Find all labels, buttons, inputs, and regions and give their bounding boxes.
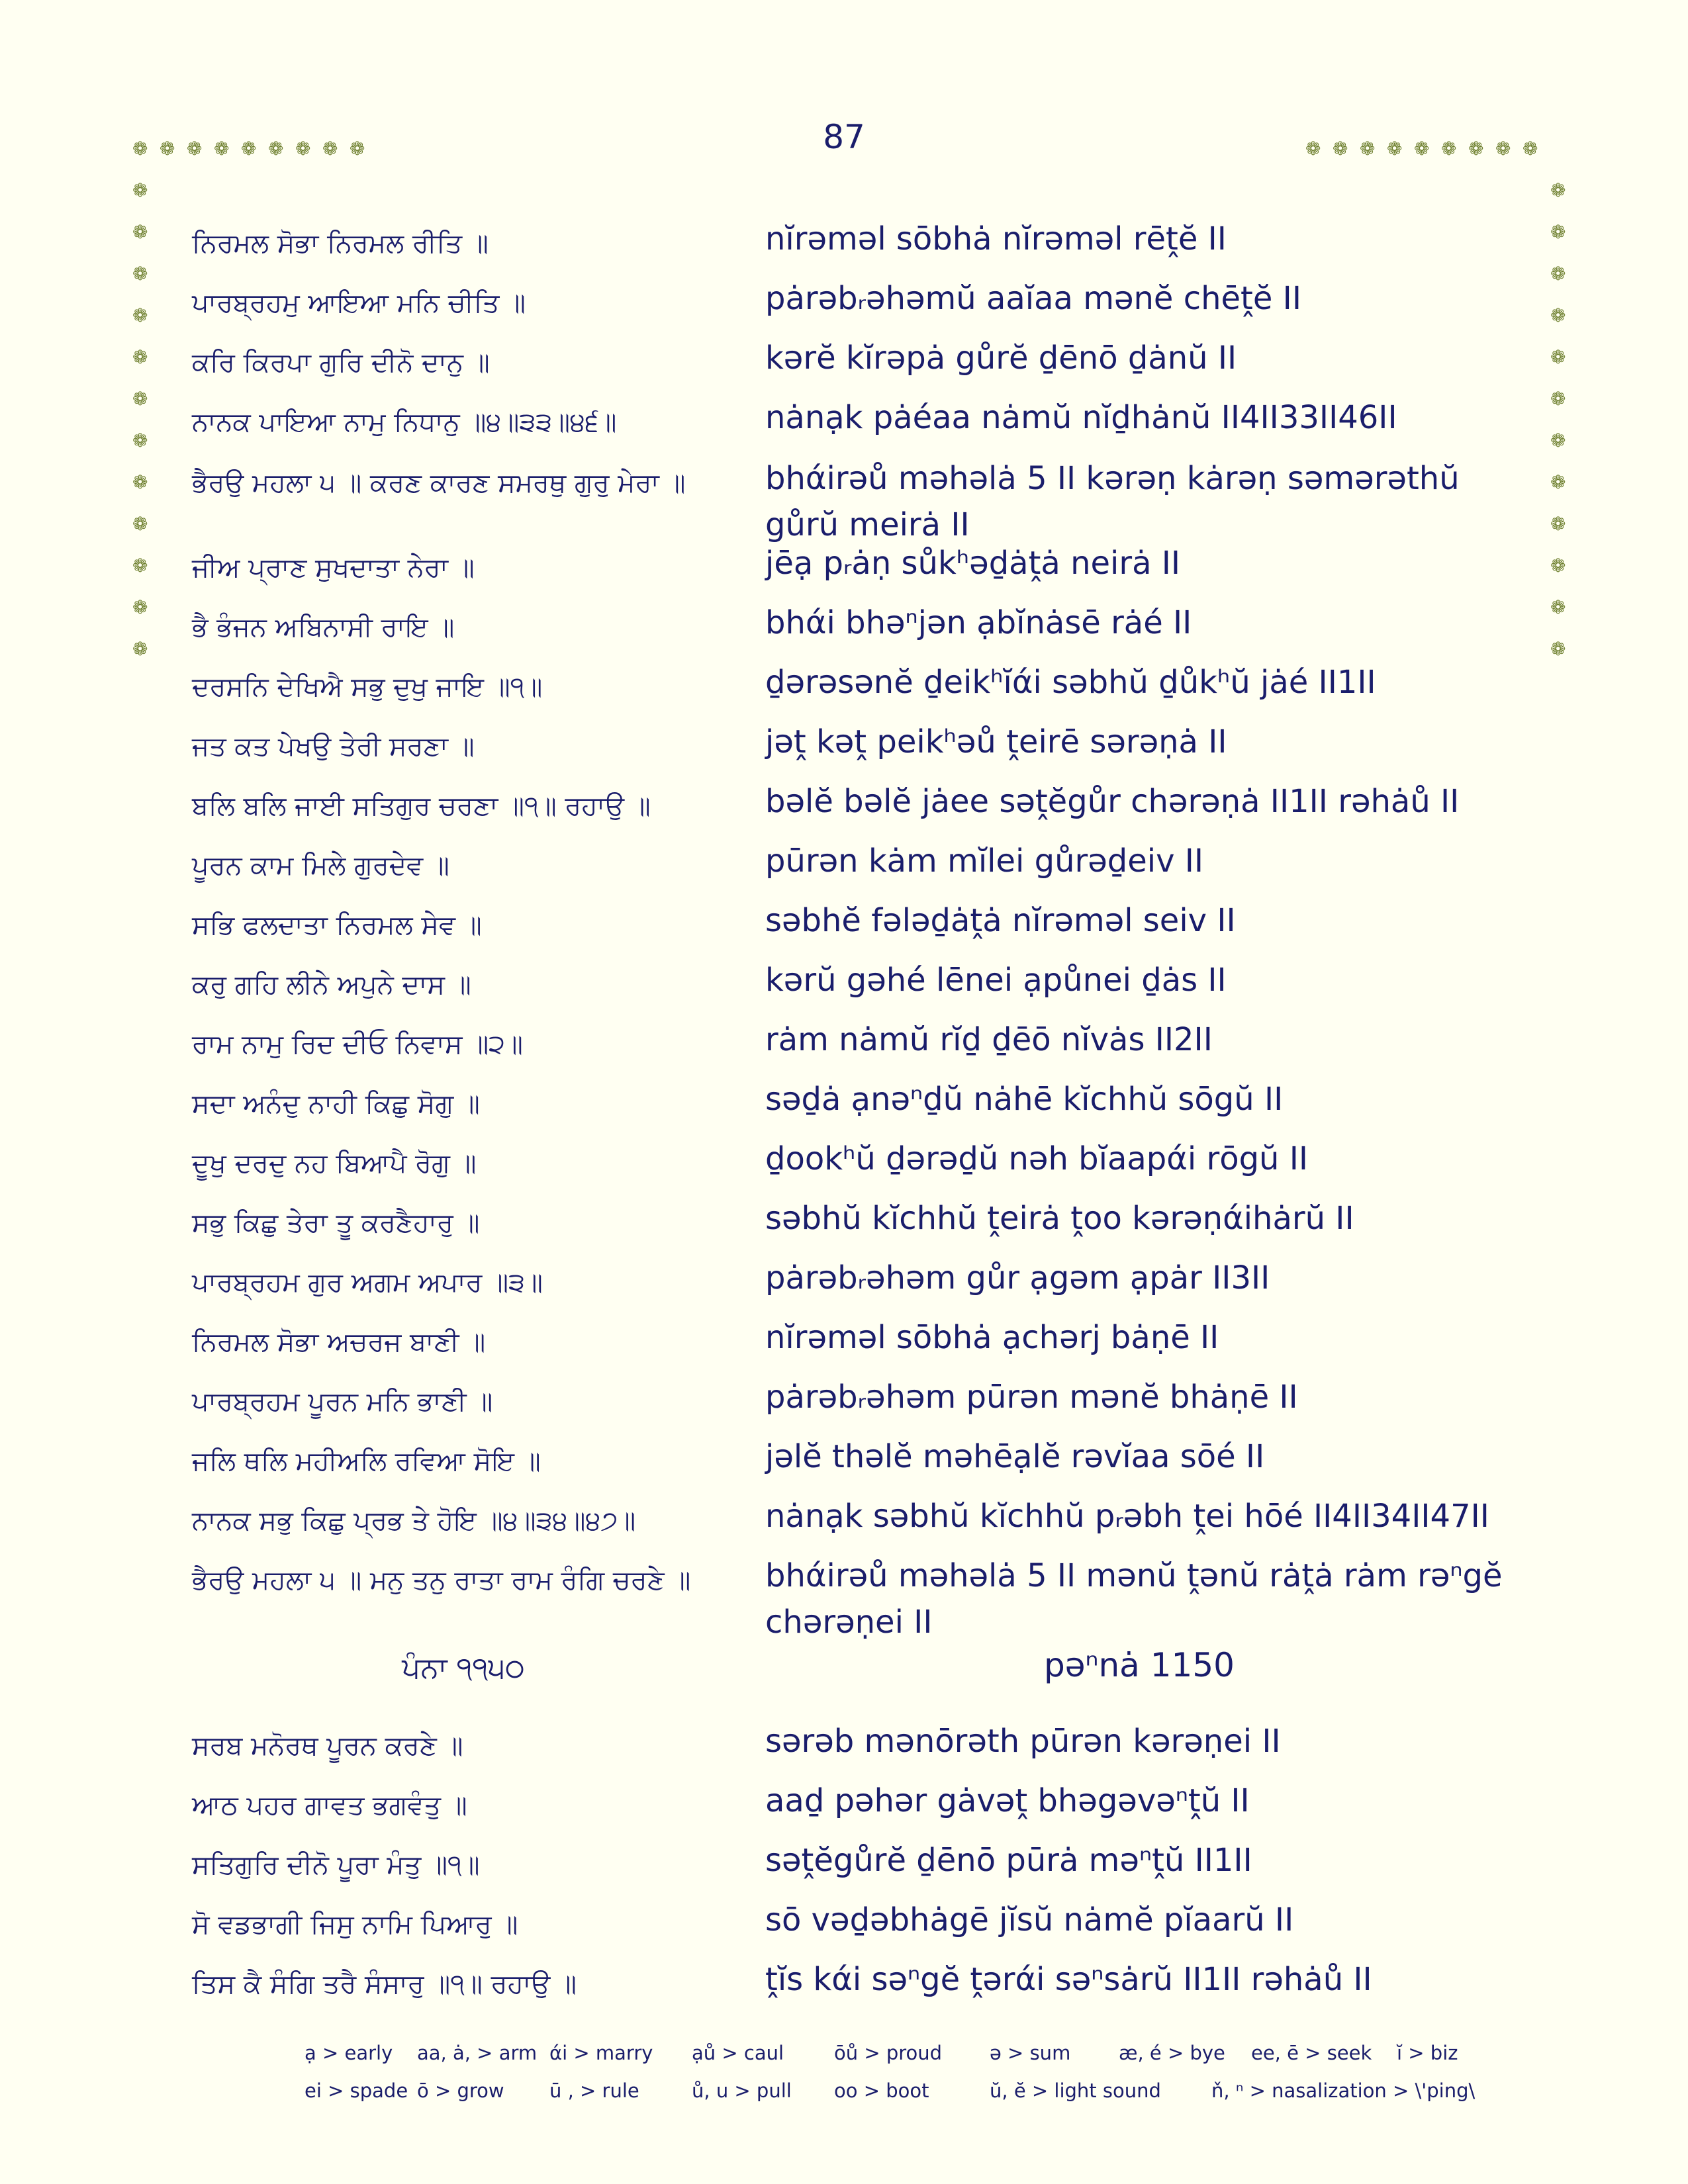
transliteration-line: nȧnạk səbhŭ kĭchhŭ pᵣəbh ṱei hōé II4II34II47II <box>765 1498 1489 1535</box>
legend-entry: ů, u > pull <box>692 2079 792 2102</box>
gurmukhi-line: ਪਾਰਬ੍ਰਹਮ ਪੂਰਨ ਮਨਿ ਭਾਣੀ ॥ <box>192 1387 493 1417</box>
gurmukhi-line: ਪਾਰਬ੍ਰਹਮ ਗੁਰ ਅਗਮ ਅਪਾਰ ॥੩॥ <box>192 1267 543 1298</box>
transliteration-line: nĭrəməl sōbhȧ ạchərj bȧṇē II <box>765 1319 1219 1356</box>
gurmukhi-line: ਭੈਰਉ ਮਹਲਾ ੫ ॥ ਮਨੁ ਤਨੁ ਰਾਤਾ ਰਾਮ ਰੰਗਿ ਚਰਣੇ ॥ <box>192 1565 691 1596</box>
transliteration-line: nȧnạk pȧéaa nȧmŭ nĭḏhȧnŭ II4II33II46II <box>765 399 1397 436</box>
flower-ornament-icon: ❁ <box>295 138 311 159</box>
verse-row <box>192 280 1516 336</box>
verse-row <box>192 545 1516 601</box>
flower-ornament-icon: ❁ <box>132 430 148 451</box>
gurmukhi-line: ਸਤਿਗੁਰਿ ਦੀਨੋ ਪੂਰਾ ਮੰਤੁ ॥੧॥ <box>192 1850 480 1880</box>
flower-ornament-icon: ❁ <box>132 638 148 660</box>
verse-row <box>192 1961 1516 2017</box>
flower-ornament-icon: ❁ <box>1550 304 1566 326</box>
flower-ornament-icon: ❁ <box>132 346 148 368</box>
transliteration-line: pūrən kȧm mĭlei gůrəḏeiv II <box>765 842 1204 880</box>
flower-ornament-icon: ❁ <box>350 138 365 159</box>
gurmukhi-line: ਪੂਰਨ ਕਾਮ ਮਿਲੇ ਗੁਰਦੇਵ ॥ <box>192 850 449 881</box>
flower-ornament-icon: ❁ <box>1550 388 1566 410</box>
flower-ornament-icon: ❁ <box>1550 430 1566 451</box>
verse-row <box>192 1557 1516 1653</box>
gurmukhi-line: ਰਾਮ ਨਾਮੁ ਰਿਦ ਦੀਓ ਨਿਵਾਸ ॥੨॥ <box>192 1029 524 1060</box>
transliteration-line: bhάirəů məhəlȧ 5 II kərəṇ kȧrəṇ səmərəthŭ gůrŭ meirȧ II <box>765 460 1460 543</box>
gurmukhi-line: ਬਲਿ ਬਲਿ ਜਾਈ ਸਤਿਗੁਰ ਚਰਣਾ ॥੧॥ ਰਹਾਉ ॥ <box>192 791 651 821</box>
flower-ornament-icon: ❁ <box>241 138 257 159</box>
flower-ornament-icon: ❁ <box>1550 179 1566 201</box>
flower-ornament-icon: ❁ <box>1550 555 1566 576</box>
transliteration-line: ḏərəsənĕ ḏeikʰĭάi səbhŭ ḏůkʰŭ jȧé II1II <box>765 664 1376 701</box>
verse-row <box>192 842 1516 899</box>
verse-row <box>192 1200 1516 1256</box>
gurmukhi-line: ਸਰਬ ਮਨੋਰਥ ਪੂਰਨ ਕਰਣੇ ॥ <box>192 1731 463 1761</box>
verse-row <box>192 1438 1516 1494</box>
transliteration-line: səbhĕ fələḏȧṱȧ nĭrəməl seiv II <box>765 902 1236 939</box>
transliteration-line: sō vəḏəbhȧgē jĭsŭ nȧmĕ pĭaarŭ II <box>765 1901 1294 1938</box>
verse-row <box>192 1259 1516 1316</box>
flower-ornament-icon: ❁ <box>187 138 203 159</box>
verse-row <box>192 664 1516 720</box>
gurmukhi-line: ਭੈ ਭੰਜਨ ਅਬਿਨਾਸੀ ਰਾਇ ॥ <box>192 612 455 643</box>
transliteration-line: aaḏ pəhər gȧvəṱ bhəgəvəⁿṱŭ II <box>765 1782 1250 1819</box>
verse-row <box>192 1723 1516 1779</box>
transliteration-line: jəlĕ thəlĕ məhēạlĕ rəvĭaa sōé II <box>765 1438 1265 1475</box>
transliteration-line: jēạ pᵣȧṇ sůkʰəḏȧṱȧ neirȧ II <box>765 545 1181 582</box>
gurmukhi-line: ਦੂਖੁ ਦਰਦੁ ਨਹ ਬਿਆਪੈ ਰੋਗੁ ॥ <box>192 1148 477 1179</box>
gurmukhi-line: ਜੀਅ ਪ੍ਰਾਣ ਸੁਖਦਾਤਾ ਨੇਰਾ ॥ <box>192 553 475 583</box>
legend-entry: ee, ē > seek <box>1251 2042 1372 2064</box>
transliteration-line: səbhŭ kĭchhŭ ṱeirȧ ṱoo kərəṇάihȧrŭ II <box>765 1200 1354 1237</box>
verse-row <box>192 1842 1516 1898</box>
flower-ornament-icon: ❁ <box>1333 138 1348 159</box>
gurmukhi-line: ਪਾਰਬ੍ਰਹਮੁ ਆਇਆ ਮਨਿ ਚੀਤਿ ॥ <box>192 288 526 318</box>
flower-ornament-icon: ❁ <box>132 304 148 326</box>
flower-ornament-icon: ❁ <box>132 179 148 201</box>
legend-entry: ū , > rule <box>549 2079 639 2102</box>
verse-row <box>192 723 1516 780</box>
flower-ornament-icon: ❁ <box>1441 138 1457 159</box>
transliteration-line: ṱĭs kάi səⁿgĕ ṱərάi səⁿsȧrŭ II1II rəhȧů II <box>765 1961 1372 1998</box>
legend-entry: ei > spade <box>305 2079 408 2102</box>
flower-ornament-icon: ❁ <box>132 555 148 576</box>
verse-row <box>192 1081 1516 1137</box>
pronunciation-legend <box>305 2042 1496 2121</box>
transliteration-line: kərĕ kĭrəpȧ gůrĕ ḏēnō ḏȧnŭ II <box>765 340 1237 377</box>
transliteration-line: pȧrəbᵣəhəm pūrən mənĕ bhȧṇē II <box>765 1379 1298 1416</box>
flower-ornament-icon: ❁ <box>1305 138 1321 159</box>
flower-ornament-icon: ❁ <box>132 388 148 410</box>
gurmukhi-line: ਤਿਸ ਕੈ ਸੰਗਿ ਤਰੈ ਸੰਸਾਰੁ ॥੧॥ ਰਹਾਉ ॥ <box>192 1969 577 1999</box>
verse-row <box>192 399 1516 455</box>
flower-ornament-icon: ❁ <box>1523 138 1538 159</box>
transliteration-line: rȧm nȧmŭ rĭḏ ḏēō nĭvȧs II2II <box>765 1021 1213 1058</box>
verse-row <box>192 340 1516 396</box>
transliteration-line: kərŭ gəhé lēnei ạpůnei ḏȧs II <box>765 962 1227 999</box>
flower-ornament-icon: ❁ <box>1495 138 1511 159</box>
transliteration-line: bhάi bhəⁿjən ạbĭnȧsē rȧé II <box>765 604 1192 641</box>
verse-row <box>192 220 1516 277</box>
legend-entry: ĭ > biz <box>1397 2042 1458 2064</box>
gurmukhi-line: ਜਲਿ ਥਲਿ ਮਹੀਅਲਿ ਰਵਿਆ ਸੋਇ ॥ <box>192 1446 541 1477</box>
pana-gurmukhi: ਪੰਨਾ ੧੧੫੦ <box>402 1651 525 1685</box>
flower-ornament-icon: ❁ <box>132 263 148 285</box>
legend-entry: ň, ⁿ > nasalization > \'ping\ <box>1211 2079 1476 2102</box>
legend-entry: άi > marry <box>549 2042 653 2064</box>
transliteration-line: nĭrəməl sōbhȧ nĭrəməl rēṱĕ II <box>765 220 1227 257</box>
verse-row <box>192 604 1516 660</box>
gurmukhi-line: ਆਠ ਪਹਰ ਗਾਵਤ ਭਗਵੰਤੁ ॥ <box>192 1790 467 1821</box>
gurmukhi-line: ਦਰਸਨਿ ਦੇਖਿਐ ਸਭੁ ਦੁਖੁ ਜਾਇ ॥੧॥ <box>192 672 543 702</box>
transliteration-line: pȧrəbᵣəhəm gůr ạgəm ạpȧr II3II <box>765 1259 1270 1297</box>
flower-ornament-icon: ❁ <box>1550 513 1566 535</box>
flower-ornament-icon: ❁ <box>268 138 284 159</box>
flower-ornament-icon: ❁ <box>1550 596 1566 618</box>
flower-ornament-icon: ❁ <box>322 138 338 159</box>
gurmukhi-line: ਕਰਿ ਕਿਰਪਾ ਗੁਰਿ ਦੀਨੋ ਦਾਨੁ ॥ <box>192 347 490 378</box>
flower-ornament-icon: ❁ <box>1550 638 1566 660</box>
legend-entry: ạů > caul <box>692 2042 784 2064</box>
pana-transliteration: pəⁿnȧ 1150 <box>1044 1646 1235 1684</box>
gurmukhi-line: ਨਿਰਮਲ ਸੋਭਾ ਨਿਰਮਲ ਰੀਤਿ ॥ <box>192 228 489 259</box>
transliteration-line: sərəb mənōrəth pūrən kərəṇei II <box>765 1723 1281 1760</box>
flower-ornament-icon: ❁ <box>1360 138 1376 159</box>
transliteration-line: bəlĕ bəlĕ jȧee səṱĕgůr chərəṇȧ II1II rəhȧů II <box>765 783 1460 820</box>
verse-row <box>192 902 1516 958</box>
legend-entry: ŭ, ĕ > light sound <box>990 2079 1161 2102</box>
legend-entry: æ, é > bye <box>1119 2042 1225 2064</box>
flower-ornament-icon: ❁ <box>1387 138 1403 159</box>
verse-row <box>192 1782 1516 1839</box>
verse-row <box>192 1379 1516 1435</box>
gurmukhi-line: ਜਤ ਕਤ ਪੇਖਉ ਤੇਰੀ ਸਰਣਾ ॥ <box>192 731 475 762</box>
gurmukhi-line: ਸਭਿ ਫਲਦਾਤਾ ਨਿਰਮਲ ਸੇਵ ॥ <box>192 910 482 940</box>
flower-ornament-icon: ❁ <box>1550 221 1566 243</box>
verse-row <box>192 1901 1516 1958</box>
transliteration-line: səḏȧ ạnəⁿḏŭ nȧhē kĭchhŭ sōgŭ II <box>765 1081 1284 1118</box>
verse-row <box>192 1140 1516 1197</box>
gurmukhi-line: ਨਾਨਕ ਸਭੁ ਕਿਛੁ ਪ੍ਰਭ ਤੇ ਹੋਇ ॥੪॥੩੪॥੪੭॥ <box>192 1506 636 1536</box>
legend-entry: ạ > early <box>305 2042 393 2064</box>
page-number: 87 <box>823 118 865 156</box>
legend-entry: aa, ȧ, > arm <box>417 2042 538 2064</box>
flower-ornament-icon: ❁ <box>132 471 148 493</box>
flower-ornament-icon: ❁ <box>132 513 148 535</box>
flower-ornament-icon: ❁ <box>214 138 230 159</box>
flower-ornament-icon: ❁ <box>132 596 148 618</box>
legend-entry: ōů > proud <box>834 2042 943 2064</box>
flower-ornament-icon: ❁ <box>1550 471 1566 493</box>
transliteration-line: pȧrəbᵣəhəmŭ aaĭaa mənĕ chēṱĕ II <box>765 280 1301 317</box>
gurmukhi-line: ਸਭੁ ਕਿਛੁ ਤੇਰਾ ਤੂ ਕਰਣੈਹਾਰੁ ॥ <box>192 1208 480 1238</box>
flower-ornament-icon: ❁ <box>1550 263 1566 285</box>
flower-ornament-icon: ❁ <box>1550 346 1566 368</box>
verse-row <box>192 1021 1516 1077</box>
legend-entry: ə > sum <box>990 2042 1071 2064</box>
legend-entry: oo > boot <box>834 2079 929 2102</box>
page-marker-row <box>192 1646 1516 1698</box>
verse-row <box>192 783 1516 839</box>
gurmukhi-line: ਕਰੁ ਗਹਿ ਲੀਨੇ ਅਪੁਨੇ ਦਾਸ ॥ <box>192 970 471 1000</box>
flower-ornament-icon: ❁ <box>1414 138 1430 159</box>
gurmukhi-line: ਭੈਰਉ ਮਹਲਾ ੫ ॥ ਕਰਣ ਕਾਰਣ ਸਮਰਥੁ ਗੁਰੁ ਮੇਰਾ ॥ <box>192 468 686 498</box>
transliteration-line: jəṱ kəṱ peikʰəů ṱeirē sərəṇȧ II <box>765 723 1227 760</box>
verse-row <box>192 962 1516 1018</box>
transliteration-line: bhάirəů məhəlȧ 5 II mənŭ ṱənŭ rȧṱȧ rȧm rəⁿgĕ chərəṇei II <box>765 1557 1503 1641</box>
flower-ornament-icon: ❁ <box>132 138 148 159</box>
gurmukhi-line: ਨਿਰਮਲ ਸੋਭਾ ਅਚਰਜ ਬਾਣੀ ॥ <box>192 1327 486 1357</box>
verse-row <box>192 1498 1516 1554</box>
flower-ornament-icon: ❁ <box>1468 138 1484 159</box>
flower-ornament-icon: ❁ <box>132 221 148 243</box>
gurmukhi-line: ਸੋ ਵਡਭਾਗੀ ਜਿਸੁ ਨਾਮਿ ਪਿਆਰੁ ॥ <box>192 1909 518 1940</box>
gurmukhi-line: ਨਾਨਕ ਪਾਇਆ ਨਾਮੁ ਨਿਧਾਨੁ ॥੪॥੩੩॥੪੬॥ <box>192 407 617 437</box>
flower-ornament-icon: ❁ <box>160 138 175 159</box>
legend-entry: ō > grow <box>417 2079 504 2102</box>
gurmukhi-line: ਸਦਾ ਅਨੰਦੁ ਨਾਹੀ ਕਿਛੁ ਸੋਗੁ ॥ <box>192 1089 480 1119</box>
verse-row <box>192 1319 1516 1375</box>
transliteration-line: ḏookʰŭ ḏərəḏŭ nəh bĭaapάi rōgŭ II <box>765 1140 1309 1177</box>
transliteration-line: səṱĕgůrĕ ḏēnō pūrȧ məⁿṱŭ II1II <box>765 1842 1252 1879</box>
